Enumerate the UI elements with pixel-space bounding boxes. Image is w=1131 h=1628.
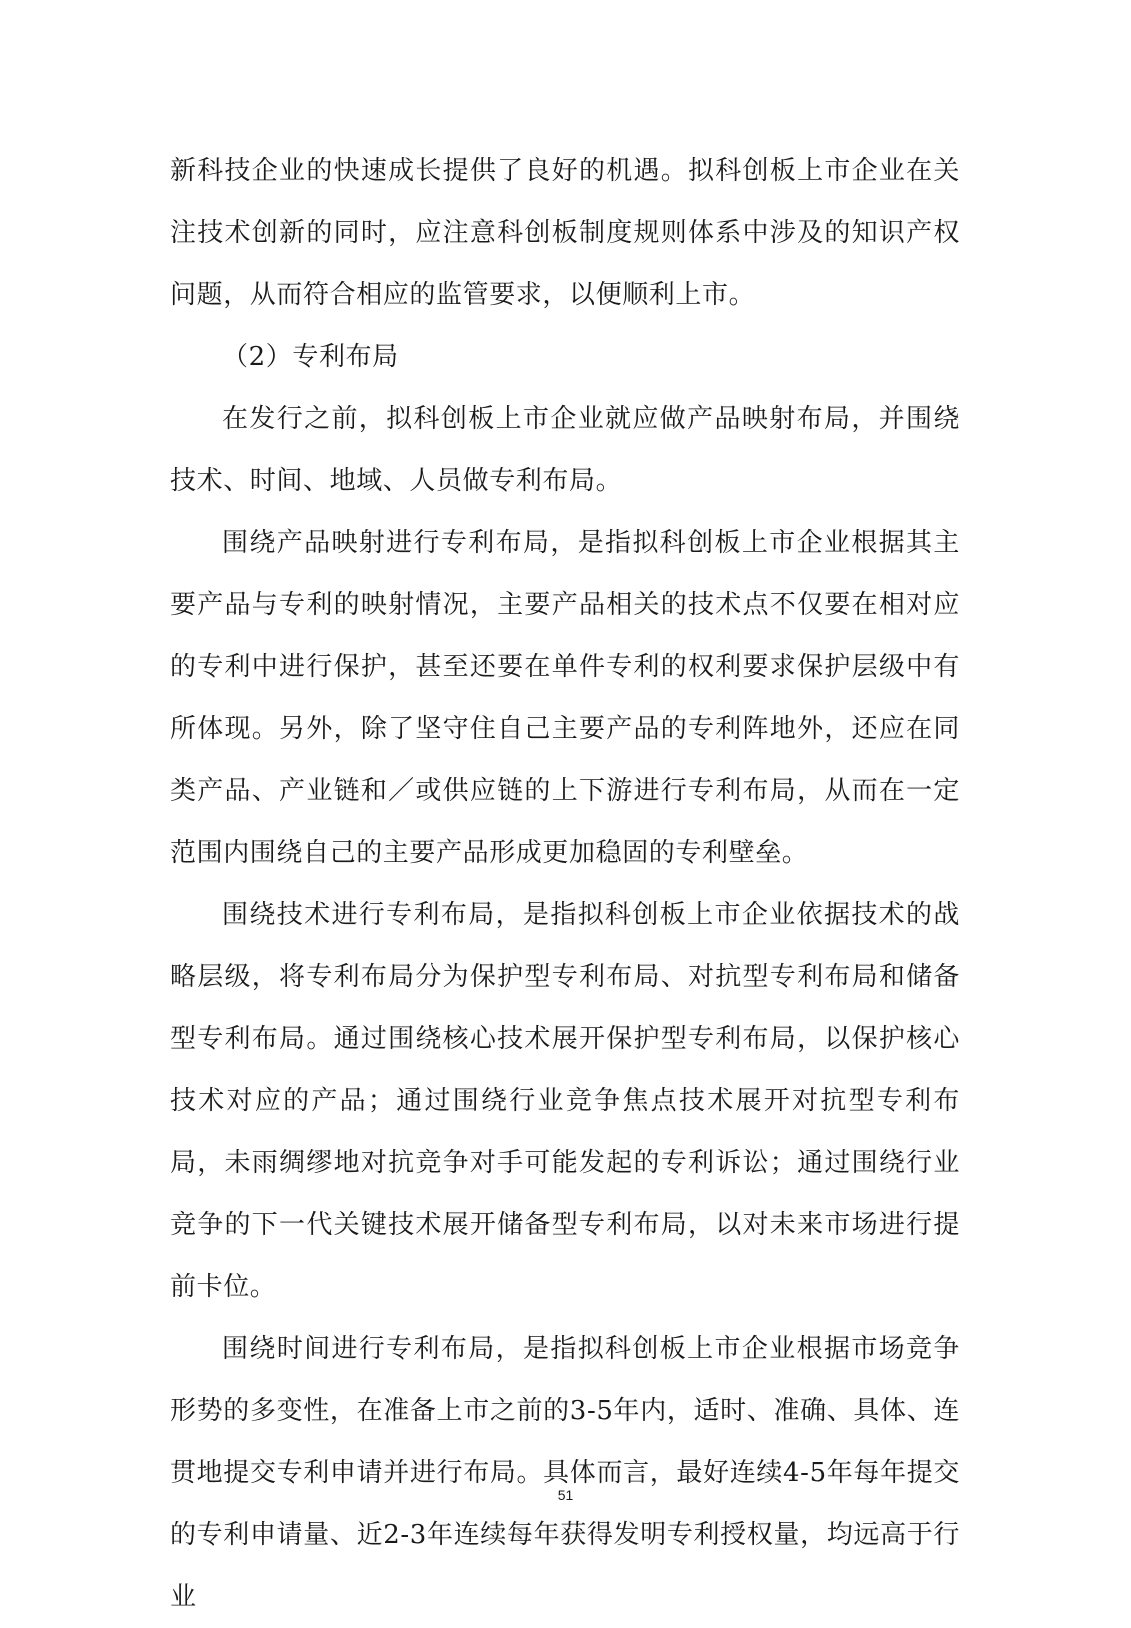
- page-number: 51: [557, 1487, 574, 1503]
- body-text: [170, 140, 960, 1628]
- paragraph-continuation: 新科技企业的快速成长提供了良好的机遇。拟科创板上市企业在关注技术创新的同时，应注意科创板制度规则体系中涉及的知识产权问题，从而符合相应的监管要求，以便顺利上市。: [170, 156, 960, 310]
- paragraph-overview: 在发行之前，拟科创板上市企业就应做产品映射布局，并围绕技术、时间、地域、人员做专利布局。: [170, 404, 960, 496]
- paragraph-product-mapping: 围绕产品映射进行专利布局，是指拟科创板上市企业根据其主要产品与专利的映射情况，主要产品相关的技术点不仅要在相对应的专利中进行保护，甚至还要在单件专利的权利要求保护层级中有所体现。另外，除了坚守住自己主要产品的专利阵地外，还应在同类产品、产业链和／或供应链的上下游进行专利布局，从而在一定范围内围绕自己的主要产品形成更加稳固的专利壁垒。: [170, 528, 960, 868]
- section-heading-patent-layout: （2）专利布局: [222, 342, 399, 372]
- paragraph-technology: 围绕技术进行专利布局，是指拟科创板上市企业依据技术的战略层级，将专利布局分为保护型专利布局、对抗型专利布局和储备型专利布局。通过围绕核心技术展开保护型专利布局，以保护核心技术对应的产品；通过围绕行业竞争焦点技术展开对抗型专利布局，未雨绸缪地对抗竞争对手可能发起的专利诉讼；通过围绕行业竞争的下一代关键技术展开储备型专利布局，以对未来市场进行提前卡位。: [170, 900, 960, 1302]
- paragraph-time: 围绕时间进行专利布局，是指拟科创板上市企业根据市场竞争形势的多变性，在准备上市之前的3-5年内，适时、准确、具体、连贯地提交专利申请并进行布局。具体而言，最好连续4-5年每年提交的专利申请量、近2-3年连续每年获得发明专利授权量，均远高于行业: [170, 1334, 960, 1612]
